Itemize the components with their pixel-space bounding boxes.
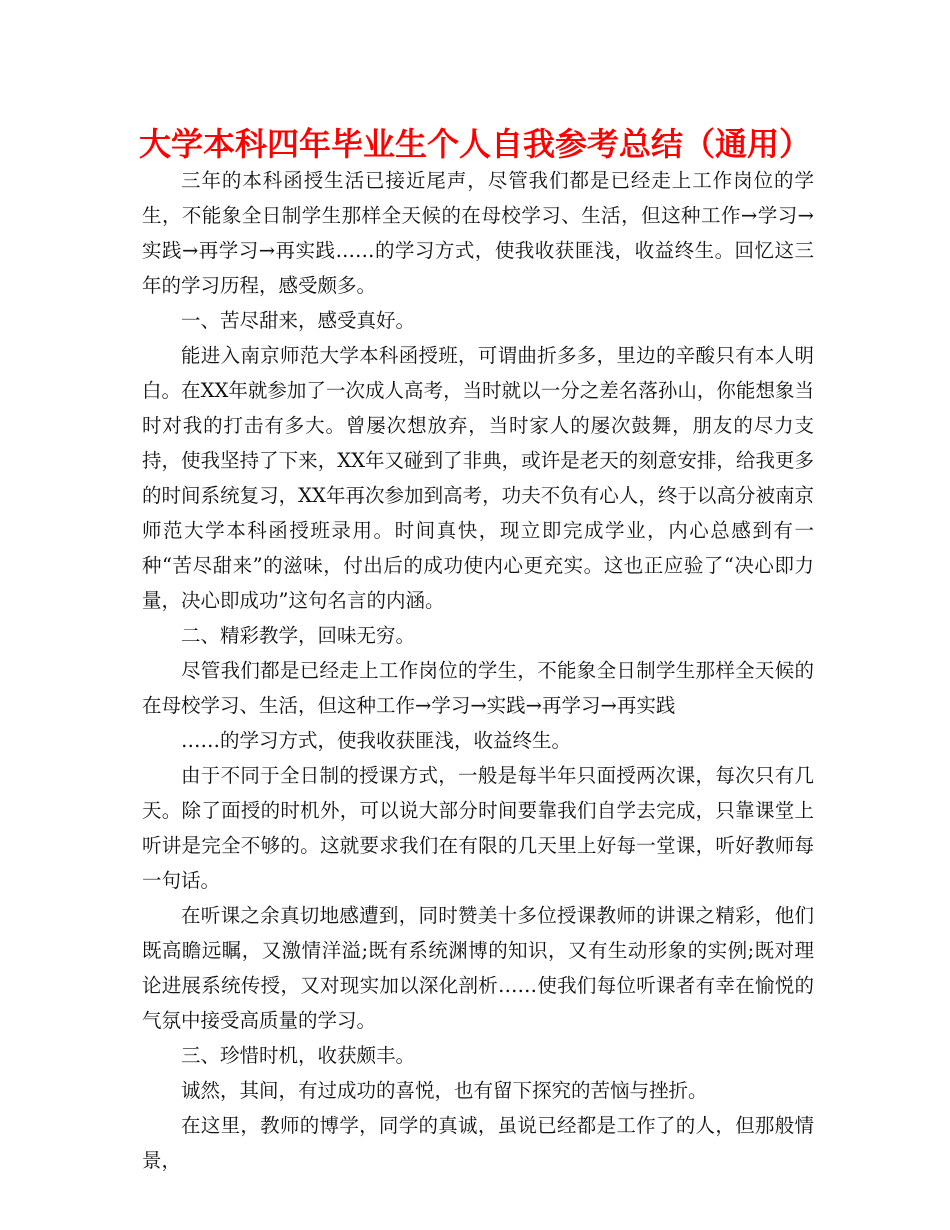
section-heading-3: 三、珍惜时机，收获颇丰。 — [181, 1044, 416, 1067]
paragraph-section-2d: 在听课之余真切地感遭到，同时赞美十多位授课教师的讲课之精彩，他们既高瞻远瞩，又激情洋溢;既有系统渊博的知识，又有生动形象的实例;既对理论进展系统传授，又对现实加以深化剖析……使我们每位听课者有幸在愉悦的气氛中接受高质量的学习。 — [142, 904, 814, 1032]
paragraph-section-2b: ……的学习方式，使我收获匪浅，收益终生。 — [181, 729, 572, 752]
document-title: 大学本科四年毕业生个人自我参考总结（通用） — [138, 125, 811, 163]
document-body — [142, 163, 814, 1178]
paragraph-section-1: 能进入南京师范大学本科函授班，可谓曲折多多，里边的辛酸只有本人明白。在XX年就参加了一次成人高考，当时就以一分之差名落孙山，你能想象当时对我的打击有多大。曾屡次想放弃，当时家人的屡次鼓舞，朋友的尽力支持，使我坚持了下来，XX年又碰到了非典，或许是老天的刻意安排，给我更多的时间系统复习，XX年再次参加到高考，功夫不负有心人，终于以高分被南京师范大学本科函授班录用。时间真快，现立即完成学业，内心总感到有一种“苦尽甜来”的滋味，付出后的成功使内心更充实。这也正应验了“决心即力量，决心即成功”这句名言的内涵。 — [142, 344, 814, 612]
paragraph-section-3b: 在这里，教师的博学，同学的真诚，虽说已经都是工作了的人，但那般情景， — [142, 1114, 814, 1172]
paragraph-intro: 三年的本科函授生活已接近尾声，尽管我们都是已经走上工作岗位的学生，不能象全日制学生那样全天候的在母校学习、生活，但这种工作→学习→实践→再学习→再实践……的学习方式，使我收获匪浅，收益终生。回忆这三年的学习历程，感受颇多。 — [142, 169, 814, 297]
section-heading-1: 一、苦尽甜来，感受真好。 — [181, 309, 416, 332]
section-heading-2: 二、精彩教学，回味无穷。 — [181, 624, 416, 647]
paragraph-section-3a: 诚然，其间，有过成功的喜悦，也有留下探究的苦恼与挫折。 — [181, 1079, 708, 1102]
paragraph-section-2c: 由于不同于全日制的授课方式，一般是每半年只面授两次课，每次只有几天。除了面授的时机外，可以说大部分时间要靠我们自学去完成，只靠课堂上听讲是完全不够的。这就要求我们在有限的几天里上好每一堂课，听好教师每一句话。 — [142, 764, 814, 892]
paragraph-section-2a: 尽管我们都是已经走上工作岗位的学生，不能象全日制学生那样全天候的在母校学习、生活，但这种工作→学习→实践→再学习→再实践 — [142, 659, 814, 717]
